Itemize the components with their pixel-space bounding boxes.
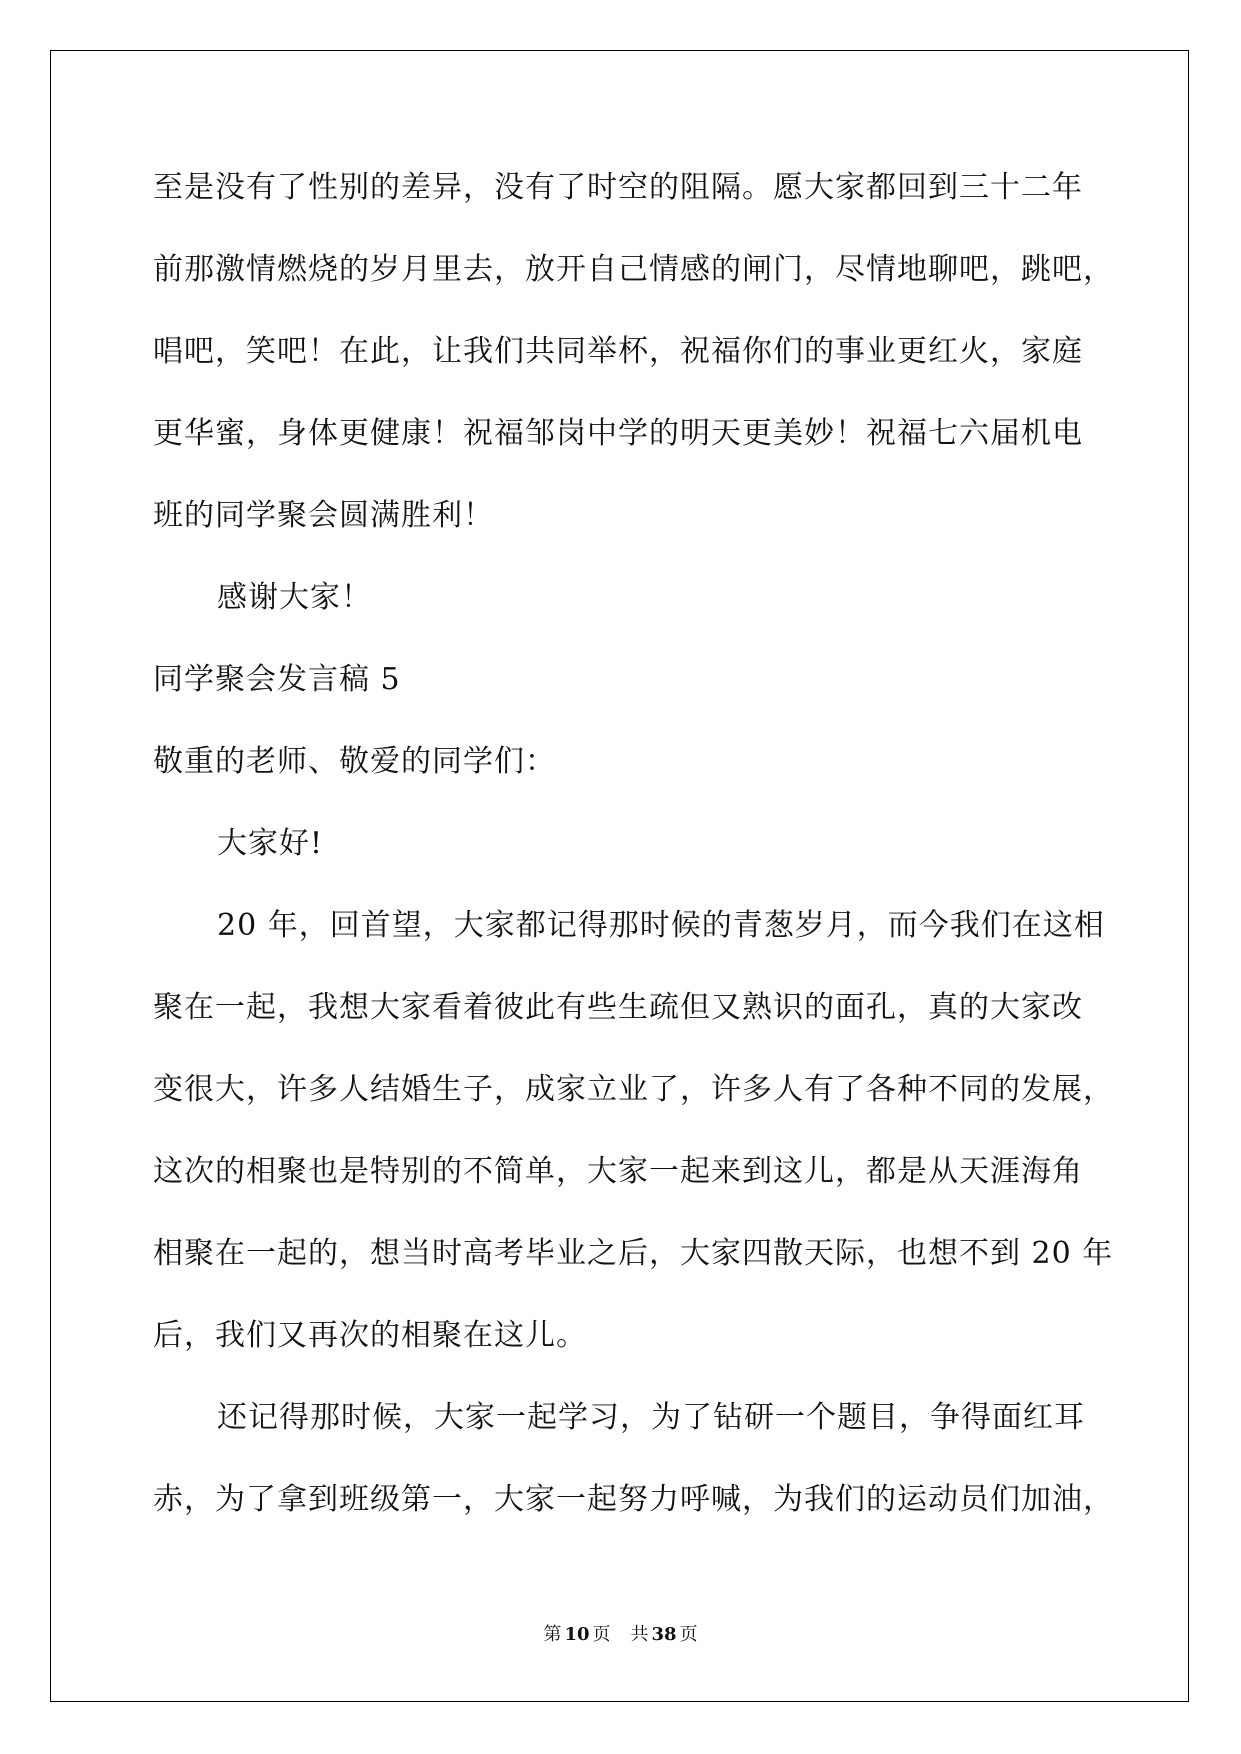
- text-line: 唱吧，笑吧！在此，让我们共同举杯，祝福你们的事业更红火，家庭: [153, 334, 1083, 369]
- text-line: 聚在一起，我想大家看着彼此有些生疏但又熟识的面孔，真的大家改: [153, 990, 1083, 1025]
- salutation: 敬重的老师、敬爱的同学们：: [153, 744, 556, 779]
- text-line: 至是没有了性别的差异，没有了时空的阻隔。愿大家都回到三十二年: [153, 170, 1083, 205]
- page-prefix: 第: [543, 1624, 562, 1645]
- total-pages: 38: [651, 1624, 677, 1645]
- text-line: 后，我们又再次的相聚在这儿。: [153, 1318, 587, 1353]
- text-line: 班的同学聚会圆满胜利！: [153, 498, 494, 533]
- text-line: 还记得那时候，大家一起学习，为了钻研一个题目，争得面红耳: [217, 1400, 1085, 1435]
- page-suffix: 页: [592, 1624, 611, 1645]
- text-line: 更华蜜，身体更健康！祝福邹岗中学的明天更美妙！祝福七六届机电: [153, 416, 1083, 451]
- text-line: 20 年，回首望，大家都记得那时候的青葱岁月，而今我们在这相: [217, 908, 1105, 943]
- section-heading: 同学聚会发言稿 5: [153, 662, 401, 697]
- total-suffix: 页: [679, 1624, 698, 1645]
- document-body: [153, 168, 1114, 1562]
- text-line: 这次的相聚也是特别的不简单，大家一起来到这儿，都是从天涯海角: [153, 1154, 1083, 1189]
- page-number: 10: [564, 1624, 590, 1645]
- text-line: 感谢大家！: [217, 580, 372, 615]
- greeting: 大家好!: [217, 826, 324, 861]
- page-footer: [0, 1620, 1241, 1646]
- text-line: 前那激情燃烧的岁月里去，放开自己情感的闸门，尽情地聊吧，跳吧，: [153, 252, 1114, 287]
- text-line: 相聚在一起的，想当时高考毕业之后，大家四散天际，也想不到 20 年: [153, 1236, 1114, 1271]
- text-line: 赤，为了拿到班级第一，大家一起努力呼喊，为我们的运动员们加油，: [153, 1482, 1114, 1517]
- total-prefix: 共: [630, 1624, 649, 1645]
- text-line: 变很大，许多人结婚生子，成家立业了，许多人有了各种不同的发展，: [153, 1072, 1114, 1107]
